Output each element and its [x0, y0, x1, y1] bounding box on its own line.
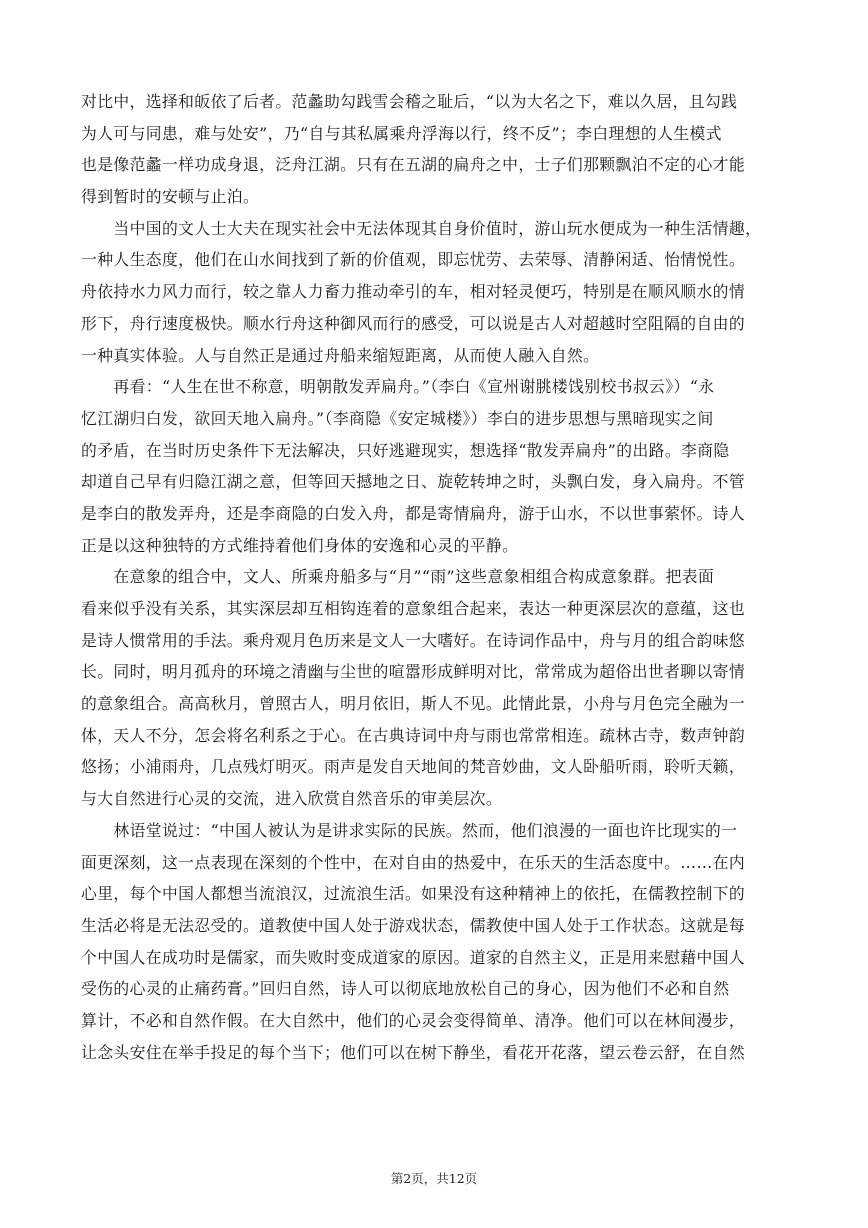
text-line: 林语堂说过：“中国人被认为是讲求实际的民族。然而，他们浪漫的一面也许比现实的一 [81, 820, 738, 840]
text-line: 生活必将是无法忍受的。道教使中国人处于游戏状态，儒教使中国人处于工作状态。这就是每 [81, 915, 746, 935]
text-line: 受伤的心灵的止痛药膏。”回归自然，诗人可以彻底地放松自己的身心，因为他们不必和自然 [81, 979, 730, 999]
page-footer: 第2页，共12页 [390, 1171, 478, 1186]
text-line: 形下，舟行速度极快。顺水行舟这种御风而行的感受，可以说是古人对超越时空阻隔的自由的 [81, 313, 746, 333]
text-line: 得到暂时的安顿与止泊。 [81, 187, 260, 207]
text-line: 看来似乎没有关系，其实深层却互相钩连着的意象组合起来，表达一种更深层次的意蕴，这也 [81, 599, 746, 618]
text-line: 忆江湖归白发，欲回天地入扁舟。”（李商隐《安定城楼》）李白的进步思想与黑暗现实之间 [81, 408, 714, 428]
text-line: 一种人生态度，他们在山水间找到了新的价值观，即忘忧劳、去荣辱、清静闲适、怡情悦性。 [81, 250, 746, 270]
text-line: 的意象组合。高高秋月，曾照古人，明月依旧，斯人不见。此情此景，小舟与月色完全融为一 [81, 694, 746, 714]
text-line: 体，天人不分，怎会将名利系之于心。在古典诗词中舟与雨也常常相连。疏林古寺，数声钟韵 [81, 725, 746, 745]
text-line: 个中国人在成功时是儒家，而失败时变成道家的原因。道家的自然主义，正是用来慰藉中国人 [81, 947, 746, 967]
text-line: 长。同时，明月孤舟的环境之清幽与尘世的喧嚣形成鲜明对比，常常成为超俗出世者聊以寄情 [81, 662, 746, 682]
text-line: 在意象的组合中，文人、所乘舟船多与“月”“雨”这些意象相组合构成意象群。把表面 [81, 567, 715, 587]
text-line: 也是像范蠡一样功成身退，泛舟江湖。只有在五湖的扁舟之中，士子们那颗飘泊不定的心才能 [81, 155, 746, 175]
text-line: 是诗人惯常用的手法。乘舟观月色历来是文人一大嗜好。在诗词作品中，舟与月的组合韵味悠 [81, 630, 746, 650]
text-line: 面更深刻，这一点表现在深刻的个性中，在对自由的热爱中，在乐天的生活态度中。……在内 [81, 852, 746, 872]
body-text [81, 86, 793, 1068]
text-line: 悠扬；小浦雨舟，几点残灯明灭。雨声是发自天地间的梵音妙曲，文人卧船听雨，聆听天籁， [81, 757, 746, 777]
text-line: 与大自然进行心灵的交流，进入欣赏自然音乐的审美层次。 [81, 789, 503, 809]
text-line: 一种真实体验。人与自然正是通过舟船来缩短距离，从而使人融入自然。 [81, 345, 600, 365]
text-line: 算计，不必和自然作假。在大自然中，他们的心灵会变得简单、清净。他们可以在林间漫步， [81, 1010, 746, 1030]
text-line: 的矛盾，在当时历史条件下无法解决，只好逃避现实，想选择“散发弄扁舟”的出路。李商隐 [81, 440, 730, 460]
text-line: 心里，每个中国人都想当流浪汉，过流浪生活。如果没有这种精神上的依托，在儒教控制下的 [81, 884, 746, 904]
text-line: 舟依持水力风力而行，较之靠人力畜力推动牵引的车，相对轻灵便巧，特别是在顺风顺水的情 [81, 282, 746, 302]
text-line: 让念头安住在举手投足的每个当下；他们可以在树下静坐，看花开花落，望云卷云舒，在自然 [81, 1042, 746, 1062]
text-line: 当中国的文人士大夫在现实社会中无法体现其自身价值时，游山玩水便成为一种生活情趣， [81, 218, 762, 238]
text-line: 正是以这种独特的方式维持着他们身体的安逸和心灵的平静。 [81, 535, 519, 555]
text-line: 再看：“人生在世不称意，明朝散发弄扁舟。”（李白《宣州谢朓楼饯别校书叔云》）“永 [81, 377, 715, 397]
text-line: 却道自己早有归隐江湖之意，但等回天撼地之日、旋乾转坤之时，头飘白发，身入扁舟。不管 [81, 472, 746, 492]
text-line: 对比中，选择和皈依了后者。范蠡助勾践雪会稽之耻后，“以为大名之下，难以久居，且勾践 [81, 92, 738, 111]
text-line: 是李白的散发弄舟，还是李商隐的白发入舟，都是寄情扁舟，游于山水，不以世事萦怀。诗人 [81, 503, 746, 523]
text-line: 为人可与同患，难与处安”，乃“自与其私属乘舟浮海以行，终不反”；李白理想的人生模式 [81, 123, 722, 143]
